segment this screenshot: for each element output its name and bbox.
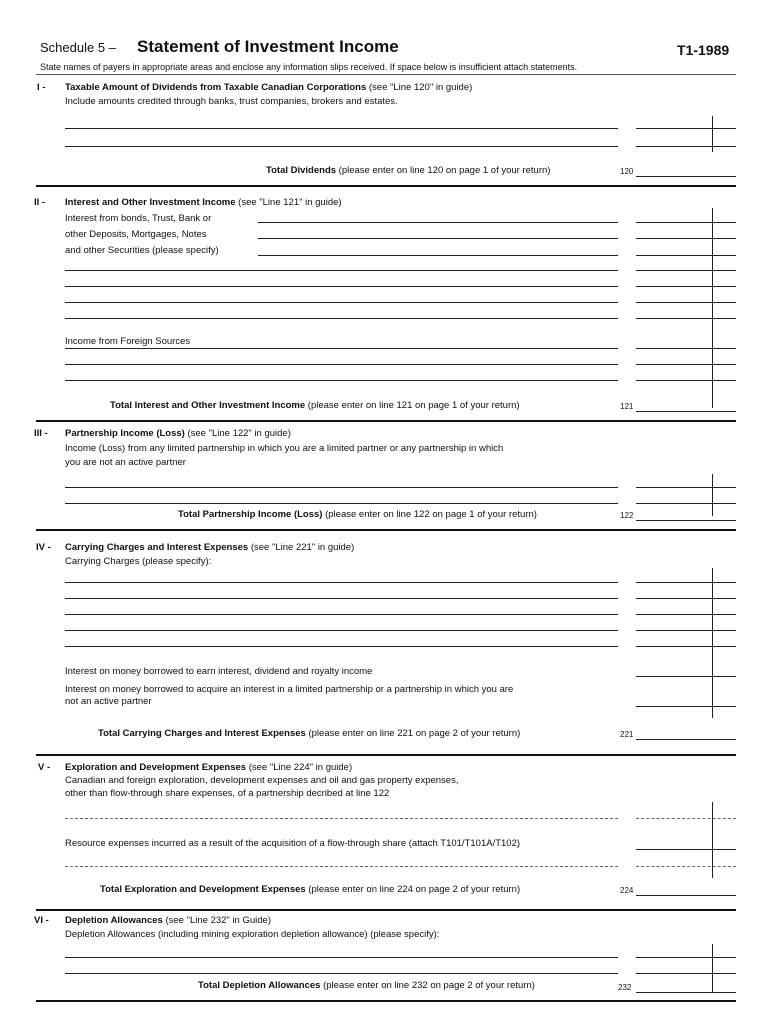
section-5-heading: Exploration and Development Expenses [65,762,247,773]
amount-line[interactable] [636,973,736,974]
section-4-heading-row [65,542,354,553]
section-4-number: IV - [36,542,51,553]
section-4-interest-2b: not an active partner [65,696,152,707]
section-4-desc-1: Carrying Charges (please specify): [65,556,212,567]
section-4-total-label: Total Carrying Charges and Interest Expenses [98,728,306,739]
section-5-resource: Resource expenses incurred as a result of the acquisition of a flow-through share (attach T101/T101A/T102) [65,838,521,849]
entry-line[interactable] [65,128,618,129]
section-3-desc-2: you are not an active partner [65,457,186,468]
section-3-desc-1: Income (Loss) from any limited partnership in which you are a limited partner or any partnership in which [65,443,504,454]
section-6-total-note: (please enter on line 232 on page 2 of your return) [323,980,535,991]
amount-line[interactable] [636,706,736,707]
page-title: Statement of Investment Income [137,37,399,56]
entry-line[interactable] [65,146,618,147]
section-2-total-row [110,400,520,411]
amount-line[interactable] [636,630,736,631]
section-5-number: V - [38,762,51,773]
cents-divider [712,944,713,992]
entry-line[interactable] [65,364,618,365]
amount-line[interactable] [636,503,736,504]
section-3-total-row [178,509,537,520]
section-2-heading-row [65,197,342,208]
section-5-total-label: Total Exploration and Development Expenses [100,884,306,895]
section-2-desc-2: other Deposits, Mortgages, Notes [65,229,207,240]
section-4-total-row [98,728,520,739]
section-3-total-note: (please enter on line 122 on page 1 of your return) [325,509,537,520]
entry-line[interactable] [65,957,618,958]
amount-line[interactable] [636,614,736,615]
bottom-divider [36,1000,736,1002]
amount-line[interactable] [636,598,736,599]
section-divider [36,529,736,531]
section-2-desc-3: and other Securities (please specify) [65,245,219,256]
amount-line[interactable] [636,302,736,303]
cents-divider [712,568,713,718]
section-6-guide: (see "Line 232" in Guide) [165,915,271,926]
amount-line[interactable] [636,849,736,850]
amount-line[interactable] [636,582,736,583]
section-3-heading: Partnership Income (Loss) [65,428,185,439]
section-5-desc-2: other than flow-through share expenses, of a partnership decribed at line 122 [65,788,390,799]
line-number-221: 221 [620,730,634,739]
header-divider [36,74,736,75]
section-2-total-note: (please enter on line 121 on page 1 of your return) [307,400,520,411]
section-3-total-field[interactable] [636,520,736,521]
line-number-121: 121 [620,402,634,411]
amount-line[interactable] [636,222,736,223]
section-6-number: VI - [34,915,49,926]
section-divider [36,185,736,187]
entry-line[interactable] [65,866,618,867]
amount-line[interactable] [636,487,736,488]
section-4-total-field[interactable] [636,739,736,740]
line-number-232: 232 [618,983,632,992]
amount-line[interactable] [636,646,736,647]
section-3-guide: (see "Line 122" in guide) [187,428,291,439]
amount-line[interactable] [636,957,736,958]
section-6-heading: Depletion Allowances [65,915,163,926]
entry-line[interactable] [65,380,618,381]
line-number-224: 224 [620,886,634,895]
cents-divider [712,116,713,152]
cents-divider [712,474,713,516]
amount-line[interactable] [636,146,736,147]
section-6-desc-1: Depletion Allowances (including mining exploration depletion allowance) (please specify): [65,929,440,940]
section-4-total-note: (please enter on line 221 on page 2 of your return) [308,728,521,739]
section-divider [36,909,736,911]
section-6-total-field[interactable] [636,992,736,993]
section-divider [36,754,736,756]
instructions-text: State names of payers in appropriate areas and enclose any information slips received. If space below is insufficient attach statements. [40,62,578,72]
section-1-subtext: Include amounts credited through banks, trust companies, brokers and estates. [65,96,398,107]
entry-line[interactable] [65,582,618,583]
entry-line[interactable] [65,630,618,631]
amount-line[interactable] [636,128,736,129]
section-5-total-note: (please enter on line 224 on page 2 of your return) [308,884,521,895]
section-4-heading: Carrying Charges and Interest Expenses [65,542,249,553]
section-2-guide: (see "Line 121" in guide) [238,197,342,208]
section-4-interest-1: Interest on money borrowed to earn interest, dividend and royalty income [65,666,373,677]
section-3-heading-row [65,428,291,439]
entry-line[interactable] [258,255,618,256]
section-2-heading: Interest and Other Investment Income [65,197,236,208]
amount-line[interactable] [636,676,736,677]
entry-line[interactable] [65,503,618,504]
amount-line[interactable] [636,866,736,867]
entry-line[interactable] [258,222,618,223]
cents-divider [712,208,713,408]
section-1-heading: Taxable Amount of Dividends from Taxable Canadian Corporations [65,82,367,93]
section-6-total-label: Total Depletion Allowances [198,980,321,991]
section-5-guide: (see "Line 224" in guide) [248,762,353,773]
entry-line[interactable] [65,598,618,599]
amount-line[interactable] [636,270,736,271]
amount-line[interactable] [636,318,736,319]
entry-line[interactable] [65,348,618,349]
section-2-desc-1: Interest from bonds, Trust, Bank or [65,213,212,224]
entry-line[interactable] [65,614,618,615]
section-5-desc-1: Canadian and foreign exploration, development expenses and oil and gas property expenses, [65,775,459,786]
section-2-total-label: Total Interest and Other Investment Income [110,400,306,411]
section-1-total-note: (please enter on line 120 on page 1 of your return) [338,165,551,176]
section-4-interest-2a: Interest on money borrowed to acquire an interest in a limited partnership or a partnership in which you are [65,684,514,695]
amount-line[interactable] [636,818,736,819]
entry-line[interactable] [65,286,618,287]
entry-line[interactable] [65,646,618,647]
amount-line[interactable] [636,255,736,256]
section-6-heading-row [65,915,271,926]
section-4-guide: (see "Line 221" in guide) [250,542,355,553]
amount-line[interactable] [636,380,736,381]
schedule-label: Schedule 5 – [40,40,116,55]
section-1-total-row [266,165,550,176]
entry-line[interactable] [65,302,618,303]
amount-line[interactable] [636,238,736,239]
section-1-heading-row [65,82,472,93]
amount-line[interactable] [636,286,736,287]
amount-line[interactable] [636,348,736,349]
section-1-total-label: Total Dividends [266,165,337,176]
entry-line[interactable] [258,238,618,239]
entry-line[interactable] [65,818,618,819]
section-2-number: II - [34,197,46,208]
section-2-total-field[interactable] [636,411,736,412]
form-number: T1-1989 [677,42,730,58]
section-1-number: I - [37,82,46,93]
section-6-total-row [198,980,535,991]
section-5-total-row [100,884,520,895]
amount-line[interactable] [636,364,736,365]
section-5-total-field[interactable] [636,895,736,896]
section-1-total-field[interactable] [636,176,736,177]
entry-line[interactable] [65,487,618,488]
line-number-122: 122 [620,511,634,520]
section-3-number: III - [34,428,48,439]
entry-line[interactable] [65,973,618,974]
section-1-guide: (see "Line 120" in guide) [368,82,473,93]
section-2-foreign-label: Income from Foreign Sources [65,336,191,347]
section-5-heading-row [65,762,352,773]
section-3-total-label: Total Partnership Income (Loss) [178,509,323,520]
line-number-120: 120 [620,167,634,176]
entry-line[interactable] [65,318,618,319]
entry-line[interactable] [65,270,618,271]
cents-divider [712,802,713,878]
section-divider [36,420,736,422]
